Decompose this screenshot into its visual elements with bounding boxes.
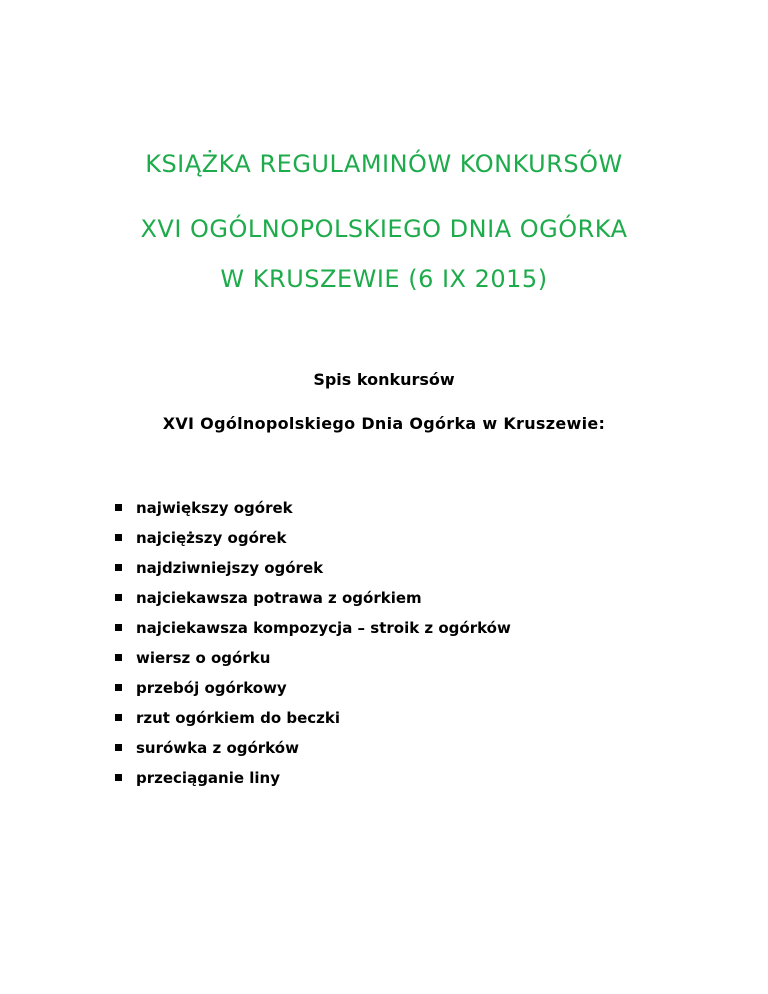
list-item [112, 588, 511, 618]
list-item-label: wiersz o ogórku [136, 649, 271, 667]
document-title-line-2: XVI OGÓLNOPOLSKIEGO DNIA OGÓRKA [140, 215, 628, 243]
square-bullet-icon [115, 504, 122, 511]
list-item [112, 498, 511, 528]
list-item-label: najcięższy ogórek [136, 529, 287, 547]
square-bullet-icon [115, 684, 122, 691]
list-item-label: rzut ogórkiem do beczki [136, 709, 341, 727]
square-bullet-icon [115, 654, 122, 661]
square-bullet-icon [115, 624, 122, 631]
square-bullet-icon [115, 744, 122, 751]
list-item-label: najdziwniejszy ogórek [136, 559, 324, 577]
square-bullet-icon [115, 594, 122, 601]
square-bullet-icon [115, 534, 122, 541]
list-item [112, 678, 511, 708]
list-item-label: najciekawsza kompozycja – stroik z ogórków [136, 619, 511, 637]
square-bullet-icon [115, 774, 122, 781]
list-item [112, 768, 511, 798]
list-item [112, 708, 511, 738]
list-item-label: największy ogórek [136, 499, 293, 517]
contents-heading: Spis konkursów [313, 370, 455, 389]
list-item-label: surówka z ogórków [136, 739, 299, 757]
contents-subheading: XVI Ogólnopolskiego Dnia Ogórka w Kruszewie: [162, 414, 606, 433]
list-item [112, 618, 511, 648]
list-item [112, 648, 511, 678]
document-title-line-1: KSIĄŻKA REGULAMINÓW KONKURSÓW [145, 150, 623, 178]
list-item [112, 528, 511, 558]
square-bullet-icon [115, 714, 122, 721]
square-bullet-icon [115, 564, 122, 571]
document-title-line-3: W KRUSZEWIE (6 IX 2015) [220, 265, 548, 293]
list-item-label: przeciąganie liny [136, 769, 281, 787]
contest-list [112, 498, 511, 798]
list-item [112, 558, 511, 588]
list-item-label: przebój ogórkowy [136, 679, 287, 697]
list-item [112, 738, 511, 768]
list-item-label: najciekawsza potrawa z ogórkiem [136, 589, 422, 607]
